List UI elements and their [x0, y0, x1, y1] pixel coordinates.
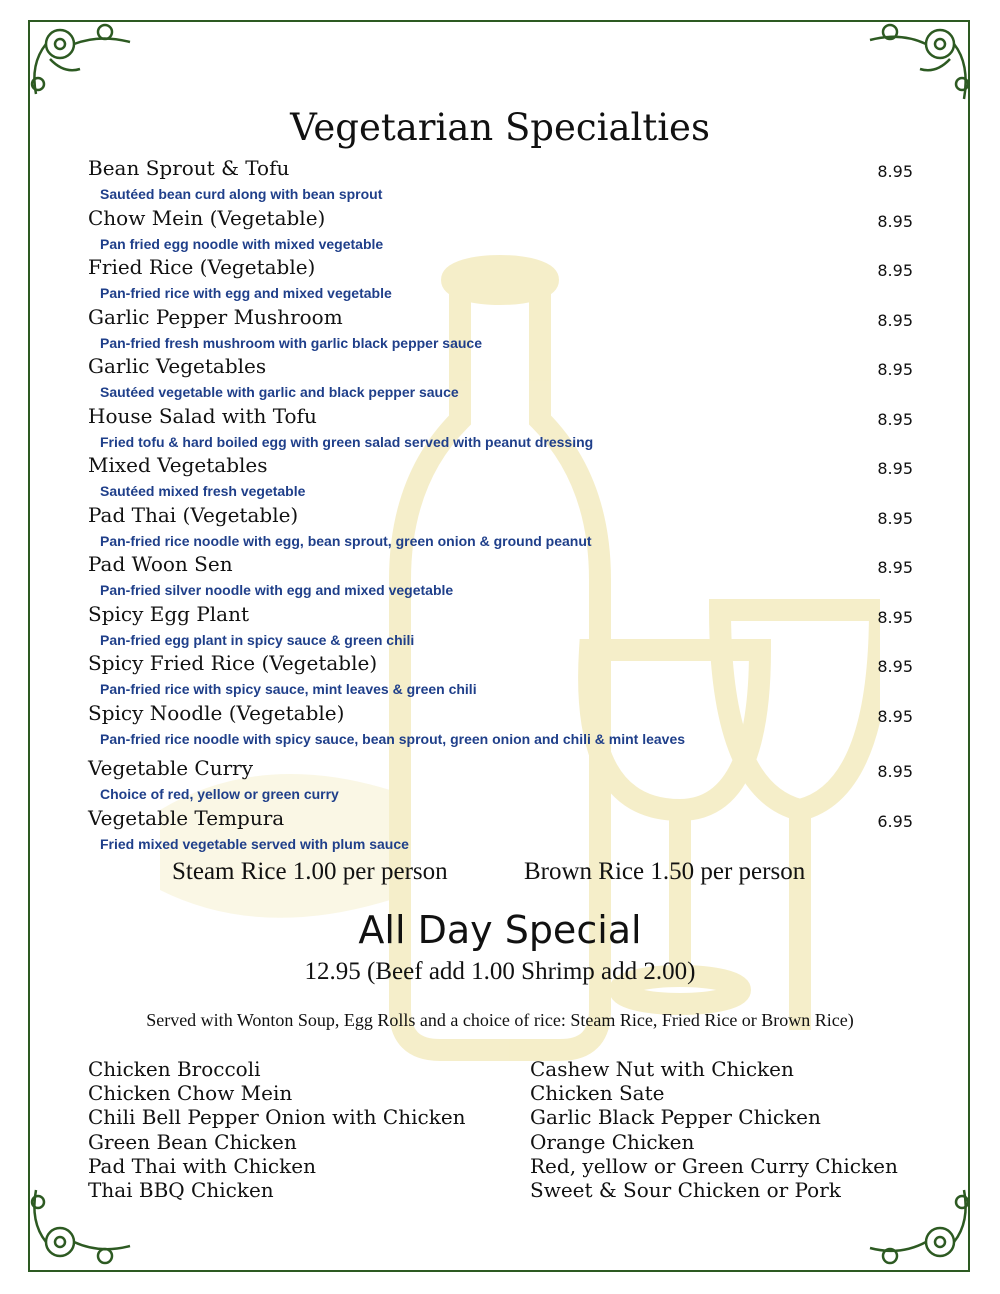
menu-item-name: Bean Sprout & Tofu [88, 156, 290, 180]
menu-item-description: Pan-fried egg plant in spicy sauce & green chili [100, 631, 415, 648]
menu-item-name: Chow Mein (Vegetable) [88, 205, 326, 230]
menu-item-price: 6.95 [877, 811, 913, 831]
menu-item-price: 8.95 [877, 508, 913, 528]
special-item: Sweet & Sour Chicken or Pork [530, 1177, 841, 1202]
menu-item-name: Pad Woon Sen [88, 552, 233, 576]
menu-item-price: 8.95 [877, 762, 913, 781]
menu-item-description: Fried tofu & hard boiled egg with green salad served with peanut dressing [100, 433, 594, 450]
menu-item-price: 8.95 [877, 310, 913, 330]
menu-item [88, 354, 913, 404]
menu-item [88, 156, 913, 206]
menu-item-price: 8.95 [877, 558, 913, 577]
menu-item-name: Garlic Vegetables [88, 354, 267, 378]
menu-item-description: Pan-fried rice noodle with spicy sauce, bean sprout, green onion and chili & mint leaves [100, 730, 686, 747]
floral-corner-icon [860, 14, 980, 114]
menu-item-description: Pan fried egg noodle with mixed vegetable [100, 235, 384, 252]
special-item: Cashew Nut with Chicken [530, 1057, 794, 1081]
menu-item-name: Spicy Egg Plant [88, 601, 250, 626]
menu-item-description: Pan-fried rice with egg and mixed vegetable [100, 285, 392, 301]
menu-item [88, 255, 913, 305]
menu-item-price: 8.95 [877, 211, 913, 231]
brown-rice-note: Brown Rice 1.50 per person [524, 858, 806, 885]
menu-item-name: House Salad with Tofu [88, 403, 317, 428]
menu-item-name: Spicy Fried Rice (Vegetable) [88, 651, 378, 675]
menu-item [88, 806, 913, 856]
page-title: Vegetarian Specialties [290, 106, 710, 149]
menu-item [88, 404, 913, 454]
menu-item [88, 602, 913, 652]
menu-item-name: Fried Rice (Vegetable) [88, 255, 316, 279]
special-item: Garlic Black Pepper Chicken [530, 1105, 821, 1130]
floral-corner-icon [20, 14, 140, 114]
menu-item-description: Choice of red, yellow or green curry [100, 786, 339, 802]
special-item: Chicken Chow Mein [88, 1081, 293, 1106]
special-title: All Day Special [358, 908, 642, 952]
special-note: Served with Wonton Soup, Egg Rolls and a choice of rice: Steam Rice, Fried Rice or Brown Rice) [146, 1010, 854, 1030]
special-item: Green Bean Chicken [88, 1129, 297, 1154]
menu-item-name: Mixed Vegetables [88, 453, 268, 477]
menu-item [88, 651, 913, 701]
menu-item-name: Spicy Noodle (Vegetable) [88, 700, 345, 725]
special-price: 12.95 (Beef add 1.00 Shrimp add 2.00) [304, 958, 696, 985]
menu-item [88, 453, 913, 503]
special-item: Chicken Broccoli [88, 1057, 261, 1081]
menu-item-description: Pan-fried rice noodle with egg, bean sprout, green onion & ground peanut [100, 532, 592, 549]
menu-item-description: Pan-fried rice with spicy sauce, mint leaves & green chili [100, 681, 477, 697]
menu-item-description: Pan-fried silver noodle with egg and mixed vegetable [100, 582, 454, 598]
special-item: Chicken Sate [530, 1081, 665, 1106]
menu-item-price: 8.95 [877, 607, 913, 627]
menu-item-name: Pad Thai (Vegetable) [88, 502, 299, 527]
special-item: Orange Chicken [530, 1129, 695, 1154]
menu-item [88, 503, 913, 553]
menu-item-description: Sautéed bean curd along with bean sprout [100, 186, 383, 202]
menu-item [88, 756, 913, 806]
menu-item [88, 701, 913, 751]
menu-item-name: Vegetable Curry [88, 756, 254, 780]
menu-item-price: 8.95 [877, 459, 913, 478]
special-list-right [530, 1057, 898, 1202]
menu-item-name: Vegetable Tempura [88, 805, 285, 830]
vegetarian-menu-list [88, 156, 913, 855]
special-list-left [88, 1057, 466, 1202]
special-item: Thai BBQ Chicken [88, 1177, 274, 1202]
menu-item-price: 8.95 [877, 409, 913, 429]
steam-rice-note: Steam Rice 1.00 per person [172, 858, 448, 885]
menu-item-name: Garlic Pepper Mushroom [88, 304, 343, 329]
menu-item [88, 206, 913, 256]
menu-item-description: Fried mixed vegetable served with plum sauce [100, 835, 409, 852]
menu-item [88, 552, 913, 602]
menu-item-description: Sautéed vegetable with garlic and black pepper sauce [100, 384, 459, 400]
menu-item-price: 8.95 [877, 162, 913, 181]
menu-item-price: 8.95 [877, 360, 913, 379]
special-item: Pad Thai with Chicken [88, 1153, 316, 1178]
menu-item-price: 8.95 [877, 706, 913, 726]
special-item: Red, yellow or Green Curry Chicken [530, 1153, 898, 1178]
menu-item-description: Pan-fried fresh mushroom with garlic black pepper sauce [100, 334, 482, 351]
menu-item-price: 8.95 [877, 657, 913, 676]
menu-item [88, 305, 913, 355]
menu-item-description: Sautéed mixed fresh vegetable [100, 483, 306, 499]
special-item: Chili Bell Pepper Onion with Chicken [88, 1105, 466, 1130]
menu-item-price: 8.95 [877, 261, 913, 280]
